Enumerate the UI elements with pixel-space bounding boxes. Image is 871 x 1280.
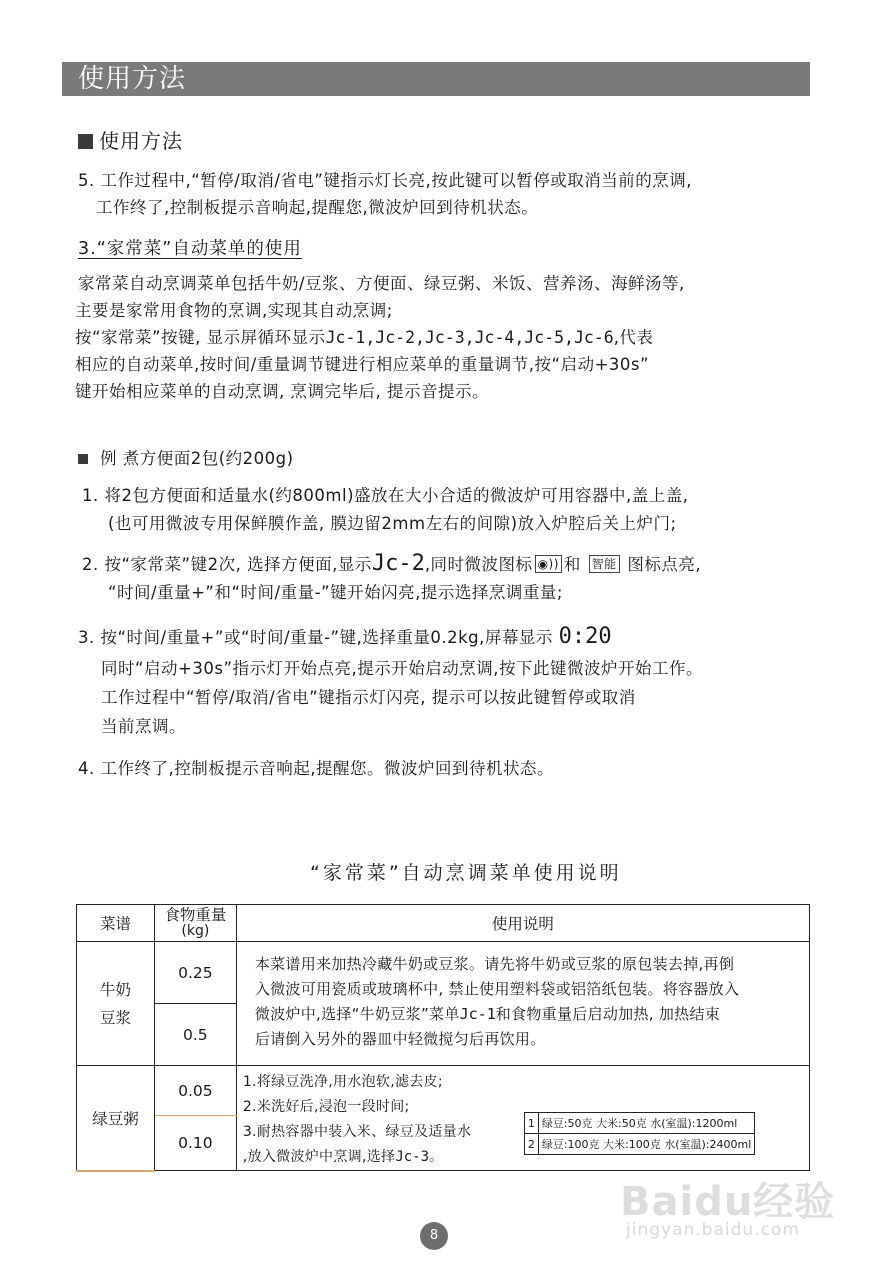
menu-line1: 家常菜自动烹调菜单包括牛奶/豆浆、方便面、绿豆粥、米饭、营养汤、海鲜汤等, — [78, 274, 685, 293]
recipe-porridge: 绿豆粥 — [77, 1066, 155, 1171]
list-item: 1 绿豆:50克 大米:50克 水(室温):1200ml — [524, 1113, 754, 1134]
square-bullet-icon — [78, 134, 93, 149]
menu-line4: 相应的自动菜单,按时间/重量调节键进行相应菜单的重量调节,按“启动+30s” — [75, 355, 650, 374]
display-codes: Jc-1,Jc-2,Jc-3,Jc-4,Jc-5,Jc-6 — [325, 328, 614, 347]
milk-description: 本菜谱用来加热冷藏牛奶或豆浆。请先将牛奶或豆浆的原包装去掉,再倒 入微波可用瓷质或玻璃杯中, 禁止使用塑料袋或铝箔纸包装。将容器放入 微波炉中,选择“牛奶豆浆”菜单Jc-1和食物重量后启动加热, 加热结束 后请倒入另外的器皿中轻微搅匀后再饮用。 — [236, 942, 809, 1066]
step5-line2: 工作终了,控制板提示音响起,提醒您,微波炉回到待机状态。 — [96, 198, 539, 217]
example-step3-line3: 工作过程中“暂停/取消/省电”键指示灯闪亮, 提示可以按此键暂停或取消 — [101, 688, 636, 707]
porridge-ratio-box — [524, 1112, 755, 1155]
header-recipe: 菜谱 — [77, 905, 155, 942]
page-number: 8 — [420, 1222, 448, 1250]
porridge-weight-2: 0.10 — [154, 1116, 236, 1171]
display-code: Jc-3 — [395, 1149, 430, 1165]
display-code: Jc-2 — [371, 551, 425, 576]
example-step2-line2: “时间/重量+”和“时间/重量-”键开始闪亮,提示选择烹调重量; — [108, 583, 563, 602]
header-weight: 食物重量 (kg) — [154, 905, 236, 942]
page-title: 使用方法 — [78, 64, 187, 94]
section-heading: 使用方法 — [78, 125, 183, 154]
display-time: 0:20 — [558, 624, 612, 649]
square-bullet-icon — [78, 454, 88, 464]
watermark-url: jingyan.baidu.com — [626, 1220, 800, 1240]
list-item: 2 绿豆:100克 大米:100克 水(室温):2400ml — [524, 1134, 754, 1155]
example-step3-line4: 当前烹调。 — [101, 717, 186, 736]
display-code: Jc-1 — [459, 1005, 496, 1023]
microwave-icon: ◉)) — [535, 555, 562, 573]
step5-line1: 5. 工作过程中,“暂停/取消/省电”键指示灯长亮,按此键可以暂停或取消当前的烹调, — [78, 171, 692, 190]
menu-line3: 按“家常菜”按键, 显示屏循环显示Jc-1,Jc-2,Jc-3,Jc-4,Jc-5,Jc-6,代表 — [75, 328, 654, 347]
menu-line2: 主要是家常用食物的烹调,实现其自动烹调; — [75, 301, 393, 320]
header-bar — [62, 62, 810, 96]
example-step1-line2: (也可用微波专用保鲜膜作盖, 膜边留2mm左右的间隙)放入炉腔后关上炉门; — [108, 514, 677, 533]
milk-weight-2: 0.5 — [154, 1004, 236, 1066]
example-heading: 例 煮方便面2包(约200g) — [78, 446, 294, 472]
porridge-description: 1.将绿豆洗净,用水泡软,滤去皮; 2.米洗好后,浸泡一段时间; 3.耐热容器中装入米、绿豆及适量水 ,放入微波炉中烹调,选择Jc-3。 1 绿豆:50克 大米:50克 水(室温):1200ml 2 绿豆:100克 大米:100克 水(室温):2400ml — [236, 1066, 809, 1171]
recipe-milk: 牛奶 豆浆 — [77, 942, 155, 1066]
milk-weight-1: 0.25 — [154, 942, 236, 1004]
example-step2-line1: 2. 按“家常菜”键2次, 选择方便面,显示Jc-2,同时微波图标 ◉)) 和 智能 图标点亮, — [82, 551, 702, 576]
baidu-watermark-logo: Baidu经验 — [620, 1179, 836, 1225]
table-row — [77, 942, 810, 1004]
menu-section-heading: 3.“家常菜”自动菜单的使用 — [78, 239, 302, 259]
example-step3-line2: 同时“启动+30s”指示灯开始点亮,提示开始启动烹调,按下此键微波炉开始工作。 — [101, 659, 704, 678]
example-step1-line1: 1. 将2包方便面和适量水(约800ml)盛放在大小合适的微波炉可用容器中,盖上盖, — [82, 486, 689, 505]
table-row — [77, 1066, 810, 1116]
menu-line5: 键开始相应菜单的自动烹调, 烹调完毕后, 提示音提示。 — [75, 382, 489, 401]
header-usage: 使用说明 — [236, 905, 809, 942]
example-step4: 4. 工作终了,控制板提示音响起,提醒您。微波炉回到待机状态。 — [78, 759, 554, 778]
porridge-weight-1: 0.05 — [154, 1066, 236, 1116]
table-title: “家常菜”自动烹调菜单使用说明 — [310, 862, 622, 884]
menu-table — [76, 904, 810, 1172]
table-header-row — [77, 905, 810, 942]
example-step3-line1: 3. 按“时间/重量+”或“时间/重量-”键,选择重量0.2kg,屏幕显示 0:20 — [78, 624, 612, 649]
smart-icon: 智能 — [589, 555, 620, 573]
